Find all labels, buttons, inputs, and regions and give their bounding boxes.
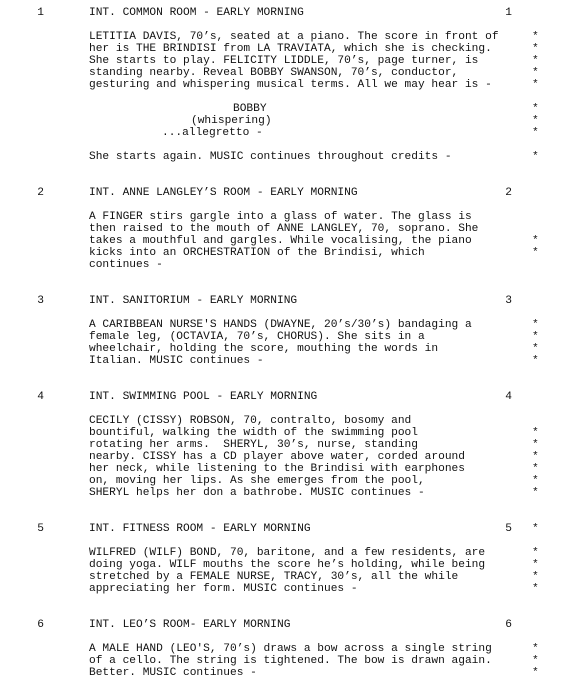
revision-mark: * (532, 427, 539, 439)
dialogue: ...allegretto - (162, 127, 263, 139)
scene-number-left: 6 (37, 619, 44, 631)
revision-mark: * (532, 559, 539, 571)
character-cue: BOBBY (233, 103, 267, 115)
revision-mark: * (532, 655, 539, 667)
action-line: She starts again. MUSIC continues throughout credits - (89, 151, 452, 163)
scene-number-left: 4 (37, 391, 44, 403)
action-line: LETITIA DAVIS, 70’s, seated at a piano. The score in front of (89, 31, 499, 43)
action-line: Better. MUSIC continues - (89, 667, 257, 679)
revision-mark: * (532, 319, 539, 331)
action-line: CECILY (CISSY) ROBSON, 70, contralto, bosomy and (89, 415, 412, 427)
revision-mark: * (532, 127, 539, 139)
action-line: continues - (89, 259, 163, 271)
revision-mark: * (532, 487, 539, 499)
scene-heading: INT. FITNESS ROOM - EARLY MORNING (89, 523, 311, 535)
revision-mark: * (532, 31, 539, 43)
scene-heading: INT. ANNE LANGLEY’S ROOM - EARLY MORNING (89, 187, 358, 199)
action-line: She starts to play. FELICITY LIDDLE, 70’s, page turner, is (89, 55, 479, 67)
scene-number-right: 1 (505, 7, 512, 19)
revision-mark: * (532, 55, 539, 67)
revision-mark: * (532, 667, 539, 679)
revision-mark: * (532, 355, 539, 367)
action-line: SHERYL helps her don a bathrobe. MUSIC continues - (89, 487, 425, 499)
scene-heading: INT. SANITORIUM - EARLY MORNING (89, 295, 298, 307)
action-line: wheelchair, holding the score, mouthing the words in (89, 343, 439, 355)
scene-number-left: 5 (37, 523, 44, 535)
revision-mark: * (532, 247, 539, 259)
revision-mark: * (532, 439, 539, 451)
action-line: on, moving her lips. As she emerges from the pool, (89, 475, 425, 487)
scene-number-right: 4 (505, 391, 512, 403)
action-line: female leg, (OCTAVIA, 70’s, CHORUS). She sits in a (89, 331, 425, 343)
action-line: kicks into an ORCHESTRATION of the Brindisi, which (89, 247, 425, 259)
scene-heading: INT. SWIMMING POOL - EARLY MORNING (89, 391, 318, 403)
action-line: doing yoga. WILF mouths the score he’s holding, while being (89, 559, 486, 571)
revision-mark: * (532, 643, 539, 655)
action-line: WILFRED (WILF) BOND, 70, baritone, and a few residents, are (89, 547, 486, 559)
scene-number-right: 3 (505, 295, 512, 307)
revision-mark: * (532, 331, 539, 343)
revision-mark: * (532, 475, 539, 487)
revision-mark: * (532, 451, 539, 463)
scene-heading: INT. LEO’S ROOM- EARLY MORNING (89, 619, 291, 631)
action-line: appreciating her form. MUSIC continues - (89, 583, 358, 595)
action-line: nearby. CISSY has a CD player above water, corded around (89, 451, 465, 463)
scene-number-left: 1 (37, 7, 44, 19)
scene-number-right: 2 (505, 187, 512, 199)
action-line: A FINGER stirs gargle into a glass of water. The glass is (89, 211, 472, 223)
action-line: of a cello. The string is tightened. The bow is drawn again. (89, 655, 492, 667)
revision-mark: * (532, 571, 539, 583)
revision-mark: * (532, 79, 539, 91)
action-line: then raised to the mouth of ANNE LANGLEY, 70, soprano. She (89, 223, 479, 235)
revision-mark: * (532, 115, 539, 127)
revision-mark: * (532, 343, 539, 355)
action-line: Italian. MUSIC continues - (89, 355, 264, 367)
action-line: A MALE HAND (LEO'S, 70’s) draws a bow across a single string (89, 643, 492, 655)
revision-mark: * (532, 151, 539, 163)
action-line: rotating her arms. SHERYL, 30’s, nurse, standing (89, 439, 418, 451)
scene-number-right: 5 (505, 523, 512, 535)
scene-number-left: 3 (37, 295, 44, 307)
revision-mark: * (532, 583, 539, 595)
scene-number-left: 2 (37, 187, 44, 199)
action-line: gesturing and whispering musical terms. All we may hear is - (89, 79, 492, 91)
action-line: bountiful, walking the width of the swimming pool (89, 427, 418, 439)
action-line: her neck, while listening to the Brindisi with earphones (89, 463, 465, 475)
parenthetical: (whispering) (191, 115, 272, 127)
action-line: her is THE BRINDISI from LA TRAVIATA, which she is checking. (89, 43, 492, 55)
revision-mark: * (532, 67, 539, 79)
revision-mark: * (532, 235, 539, 247)
action-line: stretched by a FEMALE NURSE, TRACY, 30’s, all the while (89, 571, 459, 583)
revision-mark: * (532, 547, 539, 559)
action-line: standing nearby. Reveal BOBBY SWANSON, 70’s, conductor, (89, 67, 459, 79)
action-line: A CARIBBEAN NURSE'S HANDS (DWAYNE, 20’s/30’s) bandaging a (89, 319, 472, 331)
revision-mark: * (532, 43, 539, 55)
scene-heading: INT. COMMON ROOM - EARLY MORNING (89, 7, 304, 19)
action-line: takes a mouthful and gargles. While vocalising, the piano (89, 235, 472, 247)
revision-mark: * (532, 463, 539, 475)
revision-mark: * (532, 523, 539, 535)
scene-number-right: 6 (505, 619, 512, 631)
revision-mark: * (532, 103, 539, 115)
